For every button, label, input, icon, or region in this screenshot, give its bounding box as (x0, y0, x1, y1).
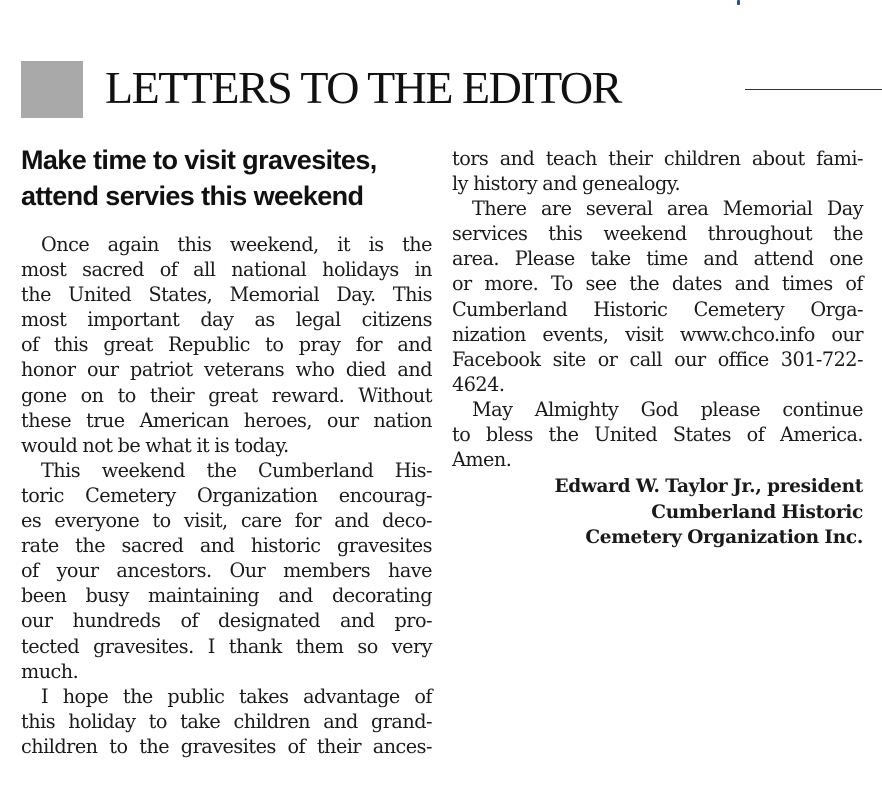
body-line: There are several area Memorial Day (472, 197, 863, 221)
body-line: rate the sacred and historic gravesites (21, 534, 432, 558)
signature-organization-cont: Cemetery Organization Inc. (585, 527, 863, 549)
body-line: been busy maintaining and decorating (21, 584, 432, 608)
body-line: Once again this weekend, it is the (41, 233, 432, 256)
body-line: of your ancestors. Our members have (21, 559, 432, 583)
body-line: es everyone to visit, care for and deco- (21, 509, 432, 533)
body-line: the United States, Memorial Day. This (21, 283, 432, 307)
body-line: Facebook site or call our office 301-722- (452, 347, 863, 371)
body-line: these true American heroes, our nation (21, 408, 432, 432)
body-line: of this great Republic to pray for and (21, 333, 432, 357)
letter-signature (452, 474, 863, 551)
letter-headline (21, 142, 446, 214)
body-line: Amen. (452, 448, 512, 472)
letter-column-left (21, 232, 432, 759)
body-line: would not be what it is today. (21, 433, 289, 457)
body-line: This weekend the Cumberland His- (41, 458, 432, 482)
body-line: most important day as legal citizens (21, 308, 432, 332)
body-line: tors and teach their children about fami- (452, 147, 863, 170)
body-line: area. Please take time and attend one (452, 247, 863, 271)
body-line: most sacred of all national holidays in (21, 258, 432, 282)
signature-organization: Cumberland Historic (651, 501, 863, 523)
body-line: May Almighty God please continue (472, 397, 863, 421)
body-line: toric Cemetery Organization encourag- (21, 483, 432, 507)
body-line: this holiday to take children and grand- (21, 709, 432, 733)
body-line: Cumberland Historic Cemetery Orga- (452, 297, 863, 321)
body-line: or more. To see the dates and times of (452, 272, 863, 296)
section-marker-block (21, 61, 83, 118)
ink-speck (737, 0, 740, 5)
body-line: gone on to their great reward. Without (21, 383, 432, 407)
headline-line-1: Make time to visit gravesites, (21, 145, 377, 175)
body-line: to bless the United States of America. (452, 423, 863, 447)
body-line: honor our patriot veterans who died and (21, 358, 432, 382)
section-title: LETTERS TO THE EDITOR (105, 62, 621, 113)
body-line: services this weekend throughout the (452, 222, 863, 246)
letter-column-right (452, 146, 863, 551)
body-line: ly history and genealogy. (452, 172, 681, 196)
body-line: nization events, visit www.chco.info our (452, 322, 863, 346)
body-line: I hope the public takes advantage of (41, 684, 432, 708)
signature-name: Edward W. Taylor Jr., president (554, 476, 863, 498)
body-line: our hundreds of designated and pro- (21, 609, 432, 633)
headline-line-2: attend servies this weekend (21, 181, 364, 211)
body-line: 4624. (452, 372, 505, 396)
header-rule (745, 89, 882, 90)
body-line: tected gravesites. I thank them so very (21, 634, 432, 658)
body-line: much. (21, 659, 79, 683)
body-line: children to the gravesites of their ances- (21, 734, 432, 758)
